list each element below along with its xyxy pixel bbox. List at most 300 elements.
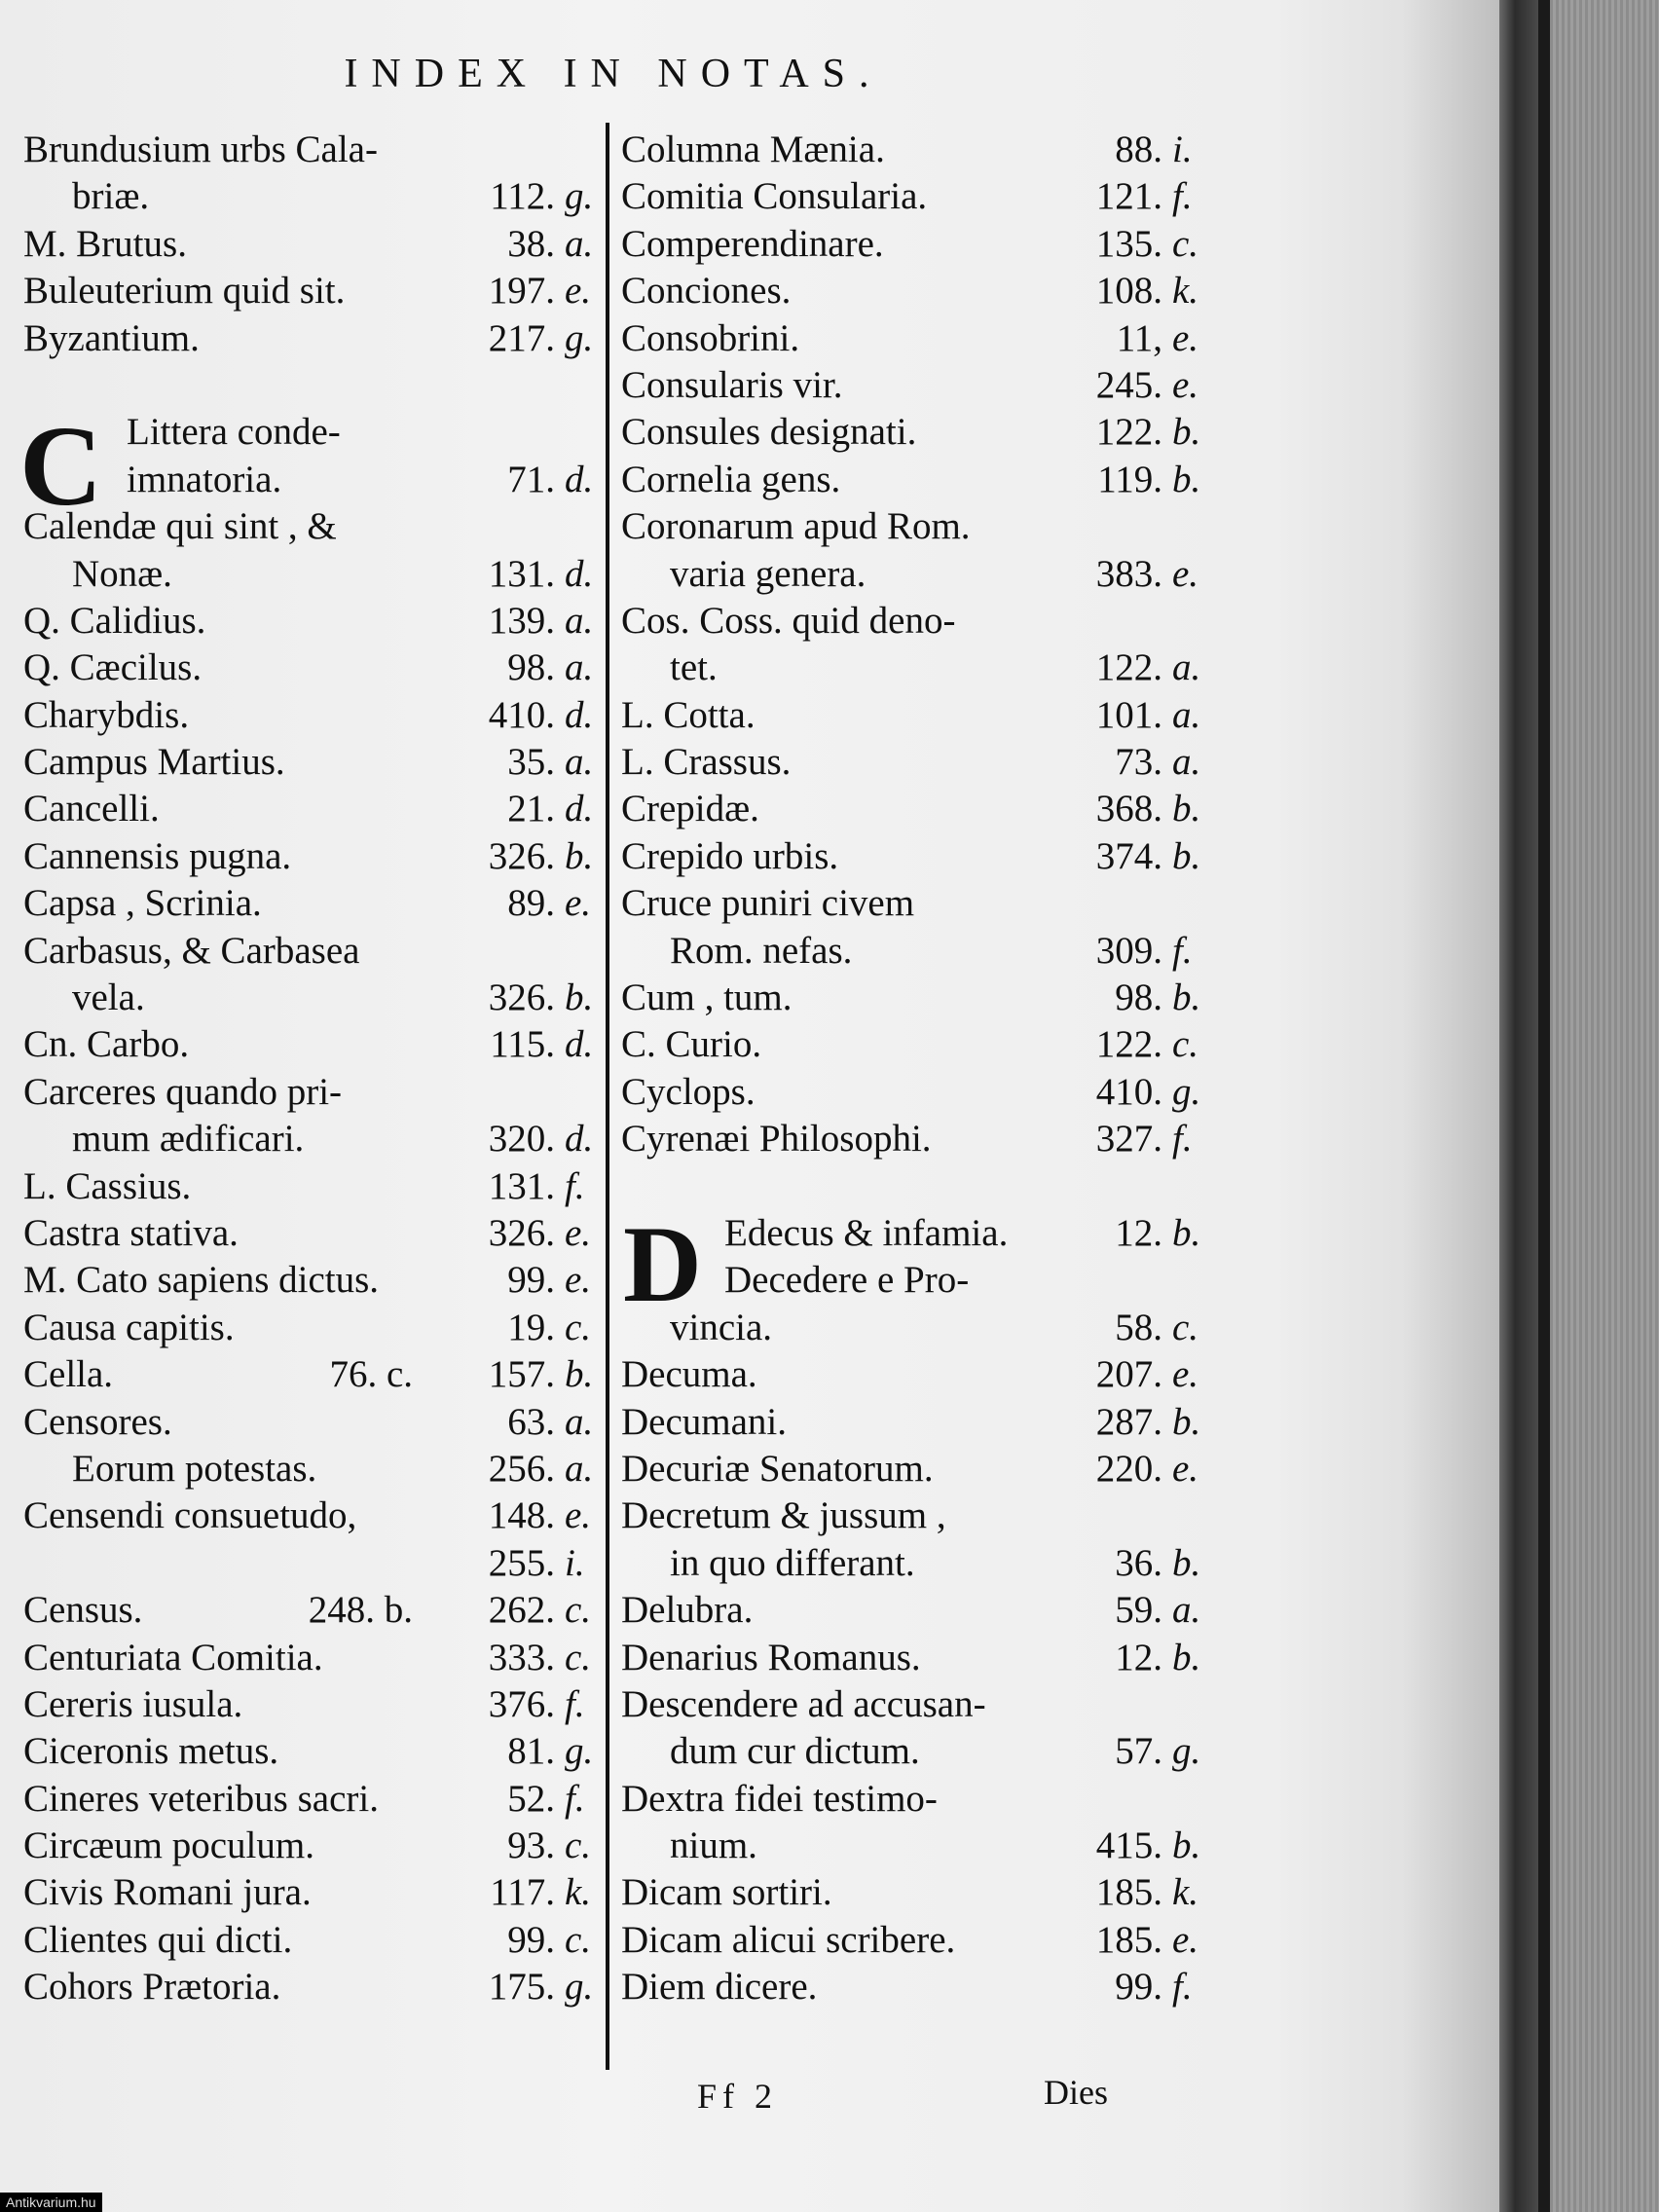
page-number: 220.	[1095, 1447, 1162, 1490]
index-entry	[621, 362, 1205, 409]
index-entry	[23, 503, 598, 550]
index-entry	[621, 127, 1205, 173]
page-number: 256.	[488, 1447, 555, 1490]
page-reference	[1162, 880, 1205, 927]
index-entry	[23, 598, 598, 645]
page-reference	[1096, 173, 1205, 220]
page-reference	[507, 1305, 598, 1351]
section-letter: a.	[1172, 741, 1201, 784]
index-entry	[23, 1351, 598, 1398]
index-entry	[23, 1728, 598, 1775]
section-letter: f.	[565, 1777, 585, 1820]
page-number: 383.	[1095, 552, 1162, 595]
page-number: 333.	[488, 1636, 555, 1678]
index-entry	[621, 975, 1205, 1021]
index-entry	[23, 1964, 598, 2010]
index-term: Dicam alicui scribere.	[621, 1918, 956, 1961]
index-entry	[23, 315, 598, 362]
page-number: 99.	[507, 1259, 555, 1302]
index-entry	[23, 645, 598, 691]
index-term: L. Cassius.	[23, 1164, 192, 1207]
index-term: Crepidæ.	[621, 788, 759, 830]
page-reference	[1162, 1681, 1205, 1728]
section-letter: c.	[1172, 222, 1199, 265]
index-term: imnatoria.	[127, 458, 282, 500]
index-term: Denarius Romanus.	[621, 1636, 921, 1678]
index-term: Q. Calidius.	[23, 599, 206, 642]
section-letter: e.	[565, 1494, 592, 1537]
page-reference	[555, 503, 598, 550]
section-letter: c.	[565, 1825, 592, 1867]
index-term: Byzantium.	[23, 316, 200, 359]
section-gap	[621, 1163, 1205, 1210]
page-number: 58.	[1115, 1306, 1162, 1348]
page-reference	[489, 975, 598, 1021]
section-letter: d.	[565, 1023, 594, 1066]
index-entry	[621, 1823, 1205, 1869]
index-entry	[621, 833, 1205, 880]
index-term: Charybdis.	[23, 693, 190, 736]
page-number: 12.	[1115, 1211, 1162, 1254]
index-term: Cohors Prætoria.	[23, 1966, 281, 2009]
page-reference	[1115, 1635, 1205, 1681]
page-number: 122.	[1095, 411, 1162, 454]
page-reference	[507, 1776, 598, 1823]
section-letter: a.	[565, 741, 594, 784]
page-reference	[507, 1399, 598, 1446]
index-entry	[23, 1210, 598, 1257]
page-number: 131.	[488, 1164, 555, 1207]
page-number: 73.	[1115, 741, 1162, 784]
section-letter: b.	[565, 1353, 594, 1396]
index-entry	[621, 1116, 1205, 1162]
page-number: 101.	[1095, 693, 1162, 736]
section-letter: b.	[1172, 1211, 1201, 1254]
index-entry	[621, 1399, 1205, 1446]
page-number: 99.	[1115, 1966, 1162, 2009]
index-entry	[621, 503, 1205, 550]
index-entry	[23, 1869, 598, 1916]
index-term: Rom. nefas.	[670, 929, 853, 972]
index-entry	[621, 1728, 1205, 1775]
catchword: Dies	[1044, 2073, 1108, 2112]
page-reference	[507, 1917, 598, 1964]
index-term: Ciceronis metus.	[23, 1730, 279, 1773]
section-letter: d.	[565, 458, 594, 500]
index-term: Comperendinare.	[621, 222, 884, 265]
page-reference	[507, 221, 598, 268]
page-number: 327.	[1095, 1118, 1162, 1161]
index-entry	[23, 173, 598, 220]
page-number: 71.	[507, 458, 555, 500]
index-term: mum ædificari.	[72, 1118, 305, 1161]
index-term: Causa capitis.	[23, 1306, 235, 1348]
index-term: Carceres quando pri-	[23, 1070, 343, 1113]
section-letter: a.	[565, 222, 594, 265]
page-reference	[1096, 409, 1205, 456]
page-reference	[489, 315, 598, 362]
page-reference	[1115, 1540, 1205, 1587]
section-letter: g.	[1172, 1730, 1201, 1773]
index-term: Clientes qui dicti.	[23, 1918, 293, 1961]
watermark-text: Antikvarium.hu	[0, 2193, 102, 2212]
page-number: 376.	[488, 1682, 555, 1725]
index-term: C. Curio.	[621, 1023, 762, 1066]
index-term: Decuma.	[621, 1353, 757, 1396]
page-number: 122.	[1095, 1023, 1162, 1066]
index-term: Edecus & infamia.	[724, 1211, 1009, 1254]
index-entry	[23, 1021, 598, 1068]
index-entry	[23, 1069, 598, 1116]
index-entry	[621, 1257, 1205, 1304]
page-reference	[1115, 975, 1205, 1021]
index-entry	[621, 1540, 1205, 1587]
page-number: 119.	[1097, 458, 1162, 500]
index-entry	[23, 1540, 598, 1587]
page-number: 121.	[1095, 175, 1162, 218]
section-letter: a.	[565, 646, 594, 689]
index-term: Cyclops.	[621, 1070, 756, 1113]
page-reference	[489, 598, 598, 645]
index-term: Cn. Carbo.	[23, 1023, 190, 1066]
section-letter: i.	[565, 1541, 585, 1584]
page-reference	[507, 1257, 598, 1304]
page-reference	[1096, 268, 1205, 314]
page-reference	[1115, 1305, 1205, 1351]
index-entry	[621, 1917, 1205, 1964]
page-number: 374.	[1095, 834, 1162, 877]
page-reference	[1115, 1728, 1205, 1775]
index-entry	[23, 221, 598, 268]
index-entry	[621, 1869, 1205, 1916]
index-term: Nonæ.	[72, 552, 172, 595]
page-number: 112.	[490, 175, 555, 218]
index-term: vincia.	[670, 1306, 773, 1348]
index-term: Columna Mænia.	[621, 129, 885, 170]
index-entry	[621, 598, 1205, 645]
index-entry	[23, 833, 598, 880]
page-reference	[1096, 645, 1205, 691]
section-letter: g.	[565, 1966, 594, 2009]
section-letter: e.	[565, 1259, 592, 1302]
index-term: Littera conde-	[127, 411, 341, 454]
page-number: 139.	[488, 599, 555, 642]
section-letter: c.	[565, 1589, 592, 1632]
page-reference	[1096, 1917, 1205, 1964]
index-term: Civis Romani jura.	[23, 1871, 312, 1914]
spine-edge	[1538, 0, 1550, 2212]
index-entry	[23, 1446, 598, 1493]
index-term: Campus Martius.	[23, 741, 285, 784]
page-reference	[1096, 221, 1205, 268]
index-entry	[621, 268, 1205, 314]
page-reference	[555, 928, 598, 975]
section-letter: b.	[565, 834, 594, 877]
section-letter: c.	[1172, 1306, 1199, 1348]
index-term: Diem dicere.	[621, 1966, 818, 2009]
index-entry	[621, 409, 1205, 456]
section-letter: e.	[1172, 1447, 1199, 1490]
index-term: Consobrini.	[621, 316, 800, 359]
page-reference	[489, 1540, 598, 1587]
page-reference	[489, 1163, 598, 1210]
page-number: 175.	[488, 1966, 555, 2009]
section-letter: b.	[1172, 1825, 1201, 1867]
index-entry	[621, 1305, 1205, 1351]
page-number: 108.	[1095, 270, 1162, 313]
page-reference	[1115, 127, 1205, 173]
index-entry	[621, 173, 1205, 220]
page-reference	[507, 880, 598, 927]
section-letter: e.	[565, 1211, 592, 1254]
page-reference	[555, 127, 598, 173]
page-number: 88.	[1115, 129, 1162, 170]
section-letter: f.	[1172, 1118, 1193, 1161]
index-term: Centuriata Comitia.	[23, 1636, 323, 1678]
page-number: 12.	[1115, 1636, 1162, 1678]
index-entry	[621, 457, 1205, 503]
section-letter: c.	[565, 1636, 592, 1678]
section-letter: b.	[1172, 1400, 1201, 1443]
index-term: in quo differant.	[670, 1541, 915, 1584]
section-letter: a.	[565, 1400, 594, 1443]
section-letter: d.	[565, 788, 594, 830]
page-number: 217.	[488, 316, 555, 359]
page-number: 81.	[507, 1730, 555, 1773]
section-letter: b.	[1172, 1541, 1201, 1584]
page-number: 35.	[507, 741, 555, 784]
index-entry	[621, 1587, 1205, 1634]
section-letter: b.	[1172, 788, 1201, 830]
page-reference	[1162, 1493, 1205, 1539]
page-reference	[1096, 551, 1205, 598]
index-entry	[23, 928, 598, 975]
page-reference	[489, 692, 598, 739]
index-term: Cornelia gens.	[621, 458, 841, 500]
page-number: 36.	[1115, 1541, 1162, 1584]
section-letter: a.	[1172, 646, 1201, 689]
page-reference	[489, 833, 598, 880]
index-entry	[621, 1021, 1205, 1068]
section-letter: e.	[1172, 552, 1199, 595]
section-letter: e.	[1172, 1918, 1199, 1961]
page-reference	[490, 1021, 598, 1068]
page-number: 255.	[488, 1541, 555, 1584]
index-term: Cruce puniri civem	[621, 882, 915, 925]
page-number: 207.	[1095, 1353, 1162, 1396]
section-letter: e.	[565, 270, 592, 313]
section-letter: e.	[1172, 316, 1199, 359]
page-number: 148.	[488, 1494, 555, 1537]
page-number: 38.	[507, 222, 555, 265]
page-number: 115.	[490, 1023, 555, 1066]
index-entry	[23, 127, 598, 173]
page-reference	[1097, 457, 1205, 503]
page-number: 157.	[488, 1353, 555, 1396]
section-letter: c.	[565, 1306, 592, 1348]
index-term: Eorum potestas.	[72, 1447, 317, 1490]
page-reference	[1096, 1869, 1205, 1916]
index-term: Coronarum apud Rom.	[621, 505, 971, 548]
section-letter: f.	[1172, 929, 1193, 972]
section-letter: k.	[565, 1871, 592, 1914]
section-letter: f.	[1172, 175, 1193, 218]
index-entry	[23, 880, 598, 927]
page-number: 19.	[507, 1306, 555, 1348]
page-number: 262.	[488, 1589, 555, 1632]
index-term: Cella.	[23, 1353, 114, 1396]
index-term: Cyrenæi Philosophi.	[621, 1118, 932, 1161]
index-entry	[23, 268, 598, 314]
index-entry	[23, 1257, 598, 1304]
index-term: Conciones.	[621, 270, 792, 313]
section-letter: a.	[1172, 693, 1201, 736]
page-reference	[1096, 1069, 1205, 1116]
index-term: Cancelli.	[23, 788, 160, 830]
page-number: 326.	[488, 977, 555, 1019]
index-term: Cereris iusula.	[23, 1682, 243, 1725]
page-reference	[489, 1446, 598, 1493]
page-reference	[507, 457, 598, 503]
page-reference	[1096, 786, 1205, 832]
index-entry	[621, 1776, 1205, 1823]
page-reference	[489, 1210, 598, 1257]
page-reference	[489, 268, 598, 314]
page-reference	[1162, 1257, 1205, 1304]
index-entry	[621, 1681, 1205, 1728]
index-term: dum cur dictum.	[670, 1730, 920, 1773]
section-letter: g.	[565, 1730, 594, 1773]
section-letter: a.	[565, 599, 594, 642]
page-reference	[489, 1351, 598, 1398]
extra-reference: 248. b.	[308, 1589, 413, 1632]
index-entry	[23, 1823, 598, 1869]
page-reference	[1115, 1587, 1205, 1634]
page-number: 63.	[507, 1400, 555, 1443]
page-reference	[1096, 1116, 1205, 1162]
page-reference	[489, 1635, 598, 1681]
index-entry	[621, 1351, 1205, 1398]
index-term: Cineres veteribus sacri.	[23, 1777, 379, 1820]
page-reference	[1115, 1210, 1205, 1257]
index-entry	[621, 1964, 1205, 2010]
index-entry	[621, 551, 1205, 598]
index-term: M. Brutus.	[23, 222, 187, 265]
page-number: 131.	[488, 552, 555, 595]
index-term: nium.	[670, 1825, 757, 1867]
index-entry	[621, 739, 1205, 786]
section-letter: e.	[565, 882, 592, 925]
index-entry	[621, 692, 1205, 739]
page-number: 197.	[488, 270, 555, 313]
index-term: Delubra.	[621, 1589, 754, 1632]
page-number: 11,	[1116, 316, 1162, 359]
page-reference	[489, 1116, 598, 1162]
index-term: Decretum & jussum ,	[621, 1494, 946, 1537]
page-reference	[555, 409, 598, 456]
drop-initial: C	[19, 402, 103, 531]
page-reference	[490, 1869, 598, 1916]
page-number: 320.	[488, 1118, 555, 1161]
page-reference	[1096, 692, 1205, 739]
page-number: 185.	[1095, 1918, 1162, 1961]
index-term: briæ.	[72, 175, 150, 218]
page-reference	[489, 1964, 598, 2010]
page-shadow	[1402, 0, 1499, 2212]
index-term: L. Crassus.	[621, 741, 792, 784]
page-number: 52.	[507, 1777, 555, 1820]
page-number: 410.	[1095, 1070, 1162, 1113]
section-letter: e.	[1172, 363, 1199, 406]
page-number: 185.	[1095, 1871, 1162, 1914]
section-letter: d.	[565, 693, 594, 736]
index-entry	[23, 975, 598, 1021]
index-term: L. Cotta.	[621, 693, 756, 736]
index-term: Census.	[23, 1589, 143, 1632]
index-entry	[23, 1681, 598, 1728]
index-term: Decumani.	[621, 1400, 788, 1443]
index-entry	[23, 1399, 598, 1446]
index-term: Comitia Consularia.	[621, 175, 928, 218]
index-term: Capsa , Scrinia.	[23, 882, 262, 925]
page-reference	[1096, 1021, 1205, 1068]
page-reference	[1117, 315, 1205, 362]
index-term: Consularis vir.	[621, 363, 843, 406]
page-reference	[507, 786, 598, 832]
index-term: tet.	[670, 646, 718, 689]
page-reference	[507, 1728, 598, 1775]
index-term: Descendere ad accusan-	[621, 1682, 986, 1725]
index-entry	[23, 551, 598, 598]
index-term: Dextra fidei testimo-	[621, 1777, 938, 1820]
section-letter: f.	[565, 1682, 585, 1725]
column-rule	[606, 123, 609, 2070]
page-number: 368.	[1095, 788, 1162, 830]
page-number: 57.	[1115, 1730, 1162, 1773]
index-entry	[23, 1635, 598, 1681]
section-letter: b.	[1172, 834, 1201, 877]
index-term: Calendæ qui sint , &	[23, 505, 337, 548]
page-reference	[1096, 833, 1205, 880]
page-number: 117.	[490, 1871, 555, 1914]
index-entry	[621, 928, 1205, 975]
section-letter: b.	[1172, 458, 1201, 500]
page-number: 98.	[1115, 977, 1162, 1019]
index-term: vela.	[72, 977, 145, 1019]
page-number: 59.	[1115, 1589, 1162, 1632]
page-reference	[489, 551, 598, 598]
page-reference	[489, 1493, 598, 1539]
page-number: 99.	[507, 1918, 555, 1961]
page-number: 135.	[1095, 222, 1162, 265]
index-term: Carbasus, & Carbasea	[23, 929, 360, 972]
index-term: Consules designati.	[621, 411, 917, 454]
index-entry	[23, 1116, 598, 1162]
section-letter: g.	[565, 175, 594, 218]
index-term: Censores.	[23, 1400, 172, 1443]
section-letter: c.	[565, 1918, 592, 1961]
book-binding	[1499, 0, 1538, 2212]
page-number: 89.	[507, 882, 555, 925]
section-letter: f.	[565, 1164, 585, 1207]
section-letter: k.	[1172, 270, 1199, 313]
index-term: Castra stativa.	[23, 1211, 239, 1254]
page-number: 122.	[1095, 646, 1162, 689]
index-entry	[621, 880, 1205, 927]
index-entry	[23, 1917, 598, 1964]
section-letter: g.	[1172, 1070, 1201, 1113]
section-letter: c.	[1172, 1023, 1199, 1066]
